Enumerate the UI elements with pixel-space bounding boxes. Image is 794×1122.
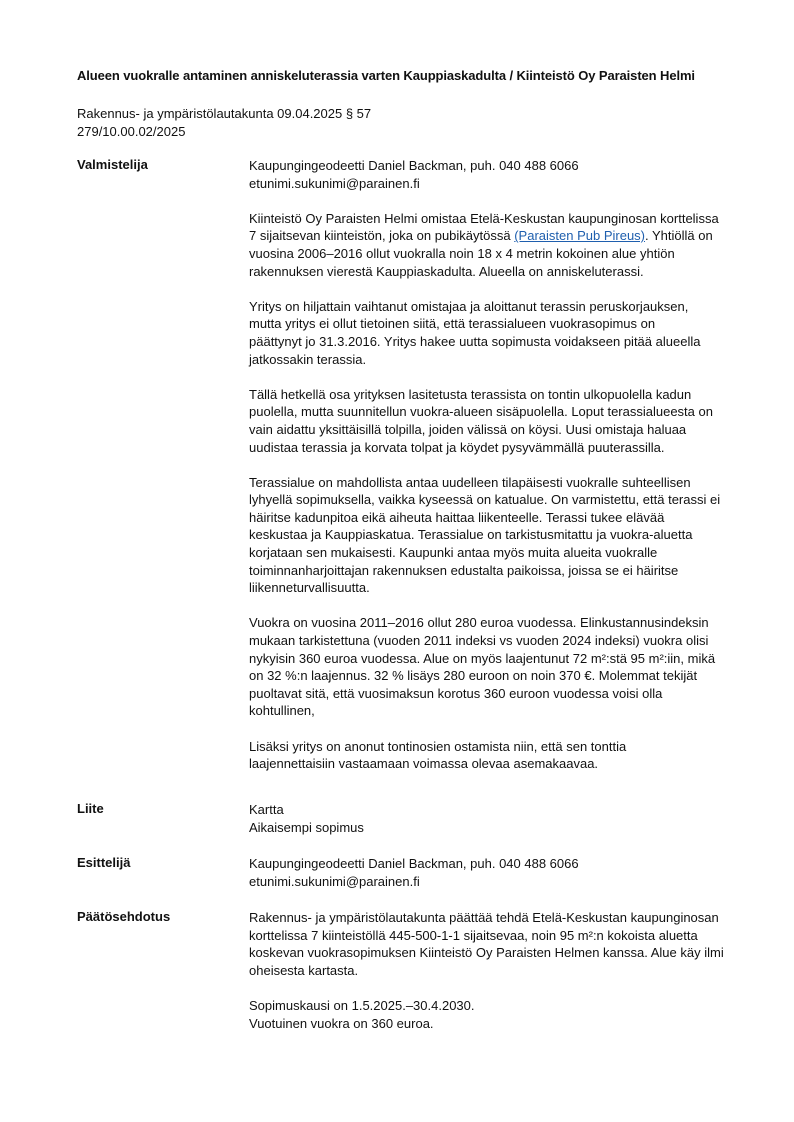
section-label: Valmistelija	[77, 157, 148, 172]
paragraph-line: puoltavat sitä, että vuosimaksun korotus 360 euroon vuodessa voisi olla	[249, 685, 663, 701]
contact-name: Kaupungingeodeetti Daniel Backman, puh. 040 488 6066	[249, 856, 579, 871]
section-label: Päätösehdotus	[77, 909, 171, 924]
paragraph	[249, 298, 739, 368]
paragraph-line: Vuokra on vuosina 2011–2016 ollut 280 euroa vuodessa. Elinkustannusindeksin	[249, 615, 709, 631]
contact-email: etunimi.sukunimi@parainen.fi	[249, 175, 420, 191]
section-content	[249, 157, 739, 773]
paragraph	[249, 997, 739, 1032]
paragraph-line: Lisäksi yritys on anonut tontinosien ostamista niin, että sen tonttia	[249, 738, 627, 754]
paragraph-line: uudistaa terassia ja korvata tolpat ja köydet pysyvämmällä puuterassilla.	[249, 439, 665, 455]
paragraph-line	[249, 227, 739, 245]
paragraph-line: keskustaa ja Kauppiaskatua. Terassialue on tarkistusmitattu ja vuokra-aluetta	[249, 527, 693, 543]
paragraph	[249, 474, 739, 597]
paragraph-line: päättynyt jo 31.3.2016. Yritys hakee uutta sopimusta voidakseen pitää alueella	[249, 333, 701, 349]
attachment-item: Kartta	[249, 802, 284, 817]
paragraph-line: Rakennus- ja ympäristölautakunta päättää tehdä Etelä-Keskustan kaupunginosan	[249, 910, 719, 925]
paragraph-text: . Yhtiöllä on	[645, 228, 713, 244]
meeting-meta	[77, 105, 371, 141]
paragraph	[249, 738, 739, 773]
document-title: Alueen vuokralle antaminen anniskeluterassia varten Kauppiaskadulta / Kiinteistö Oy Paraisten Helmi	[77, 68, 695, 83]
paragraph-line: vuosina 2006–2016 ollut vuokralla noin 18 x 4 metrin kokoinen alue yhtiön	[249, 245, 675, 261]
paragraph-line: Yritys on hiljattain vaihtanut omistajaa ja aloittanut terassin peruskorjauksen,	[249, 298, 689, 314]
section-content	[249, 909, 739, 1032]
paragraph-line: Kiinteistö Oy Paraisten Helmi omistaa Etelä-Keskustan kaupunginosan korttelissa	[249, 210, 719, 226]
pub-link[interactable]: (Paraisten Pub Pireus)	[514, 228, 645, 244]
paragraph-line: Terassialue on mahdollista antaa uudelleen tilapäisesti vuokralle suhteellisen	[249, 474, 691, 490]
case-number: 279/10.00.02/2025	[77, 124, 186, 139]
paragraph-line: nykyisin 360 euroa vuodessa. Alue on myös laajentunut 72 m²:stä 95 m²:iin, mikä	[249, 650, 716, 666]
paragraph-line: rakennuksen vierestä Kauppiaskadulta. Alueella on anniskeluterassi.	[249, 263, 644, 279]
paragraph-line: häiritse kadunpitoa eikä aiheuta haittaa liikenteelle. Terassi tukee elävää	[249, 509, 665, 525]
paragraph-line: laajennettaisiin vastaamaan voimassa olevaa asemakaavaa.	[249, 756, 599, 772]
board-meeting-reference: Rakennus- ja ympäristölautakunta 09.04.2025 § 57	[77, 106, 372, 121]
contact-name: Kaupungingeodeetti Daniel Backman, puh. 040 488 6066	[249, 158, 579, 173]
attachment-item: Aikaisempi sopimus	[249, 819, 364, 835]
paragraph-line: toiminnanharjoittajan rakennuksen edustalta paikoissa, joissa se ei häiritse	[249, 562, 679, 578]
paragraph	[249, 909, 739, 979]
paragraph-line: vain aidattu yksittäisillä tolpilla, joiden välissä on köysi. Uusi omistaja haluaa	[249, 421, 687, 437]
section-label: Esittelijä	[77, 855, 131, 870]
paragraph-line: korttelissa 7 kiinteistöllä 445-500-1-1 sijaitsevaa, noin 95 m²:n kokoista aluetta	[249, 927, 698, 943]
paragraph-line: Tällä hetkellä osa yrityksen lasitetusta terassista on tontin ulkopuolella kadun	[249, 386, 692, 402]
section-content	[249, 855, 739, 890]
paragraph-line: oheisesta kartasta.	[249, 962, 359, 978]
paragraph	[249, 386, 739, 456]
paragraph-line: mutta yritys ei ollut tietoinen siitä, että terassialueen vuokrasopimus on	[249, 316, 656, 332]
contact-block	[249, 157, 739, 192]
attachment-list	[249, 801, 739, 836]
paragraph-line: mukaan tarkistettuna (vuoden 2011 indeksi vs vuoden 2024 indeksi) vuokra olisi	[249, 633, 709, 649]
paragraph	[249, 614, 739, 720]
section-label: Liite	[77, 801, 104, 816]
paragraph-line: kohtullinen,	[249, 703, 315, 719]
paragraph-line: Sopimuskausi on 1.5.2025.–30.4.2030.	[249, 997, 475, 1013]
paragraph-line: jatkossakin terassia.	[249, 351, 367, 367]
paragraph-line: Vuotuinen vuokra on 360 euroa.	[249, 1015, 434, 1031]
paragraph-line: koskevan vuokrasopimuksen Kiinteistö Oy Paraisten Helmen kanssa. Alue käy ilmi	[249, 945, 724, 961]
paragraph-line: liikenneturvallisuutta.	[249, 580, 370, 596]
paragraph-line: on 32 %:n laajennus. 32 % lisäys 280 euroon on noin 370 €. Molemmat tekijät	[249, 668, 698, 684]
paragraph-line: lyhyellä sopimuksella, vaikka kyseessä on katualue. On varmistettu, että terassi ei	[249, 492, 721, 508]
contact-email: etunimi.sukunimi@parainen.fi	[249, 873, 420, 889]
paragraph	[249, 210, 739, 280]
paragraph-line: puolella, mutta suunnitellun vuokra-alueen sisäpuolella. Loput terassialueesta on	[249, 404, 713, 420]
paragraph-line: korjataan sen mukaisesti. Kaupunki antaa myös muita alueita vuokralle	[249, 545, 658, 561]
paragraph-text: 7 sijaitsevan kiinteistön, joka on pubikäytössä	[249, 228, 511, 244]
